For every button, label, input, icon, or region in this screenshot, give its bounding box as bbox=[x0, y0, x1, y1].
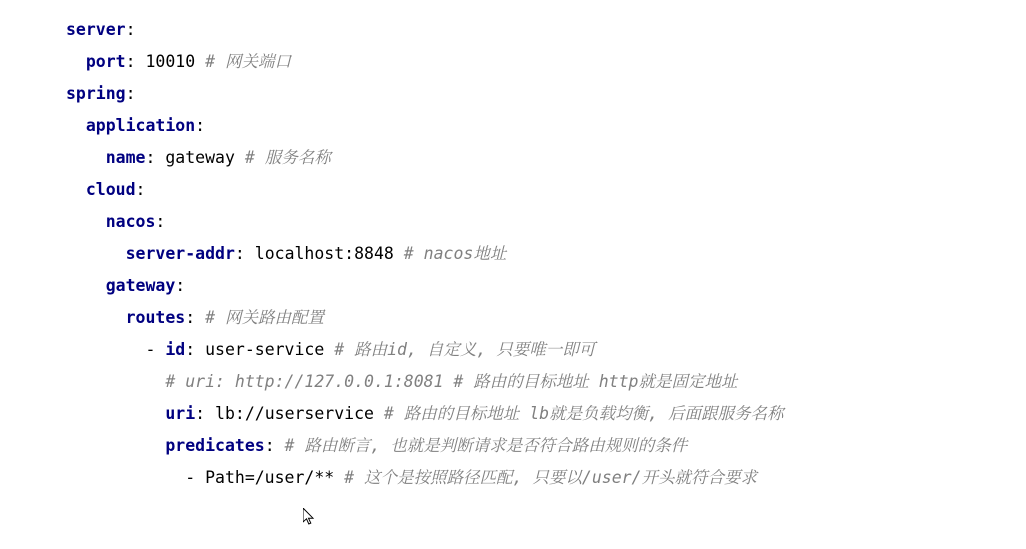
yaml-key: name bbox=[105, 148, 146, 167]
code-line bbox=[0, 462, 1026, 494]
yaml-value: 10010 bbox=[135, 52, 196, 71]
yaml-comment: # 这个是按照路径匹配, 只要以/user/开头就符合要求 bbox=[334, 468, 757, 487]
yaml-comment: # 路由的目标地址 lb就是负载均衡, 后面跟服务名称 bbox=[373, 404, 784, 423]
yaml-value: lb://userservice bbox=[205, 404, 374, 423]
yaml-key: port bbox=[85, 52, 126, 71]
yaml-value: Path=/user/** bbox=[205, 468, 335, 487]
yaml-indent bbox=[66, 436, 165, 455]
yaml-colon: : bbox=[145, 148, 156, 167]
yaml-comment: # 服务名称 bbox=[234, 148, 331, 167]
yaml-key: spring bbox=[66, 84, 126, 103]
code-line bbox=[0, 398, 1026, 430]
yaml-comment: # 路由断言, 也就是判断请求是否符合路由规则的条件 bbox=[274, 436, 688, 455]
yaml-colon: : bbox=[155, 212, 166, 231]
code-line bbox=[0, 14, 1026, 46]
yaml-key: nacos bbox=[105, 212, 156, 231]
yaml-comment: # 路由id, 自定义, 只要唯一即可 bbox=[324, 340, 596, 359]
yaml-value: localhost:8848 bbox=[244, 244, 394, 263]
code-line bbox=[0, 206, 1026, 238]
code-line bbox=[0, 78, 1026, 110]
yaml-code-editor[interactable] bbox=[0, 14, 1026, 549]
yaml-colon: : bbox=[135, 180, 146, 199]
yaml-key: routes bbox=[125, 308, 186, 327]
yaml-key: predicates bbox=[165, 436, 265, 455]
yaml-comment: # 网关路由配置 bbox=[195, 308, 324, 327]
yaml-indent bbox=[66, 180, 86, 199]
yaml-colon: : bbox=[195, 404, 206, 423]
code-line bbox=[0, 302, 1026, 334]
yaml-value: user-service bbox=[195, 340, 325, 359]
yaml-indent bbox=[66, 116, 86, 135]
yaml-indent bbox=[66, 52, 86, 71]
code-line bbox=[0, 270, 1026, 302]
yaml-key: uri bbox=[165, 404, 196, 423]
code-line bbox=[0, 174, 1026, 206]
yaml-list-dash: - bbox=[66, 340, 166, 359]
yaml-colon: : bbox=[185, 308, 196, 327]
yaml-indent bbox=[66, 276, 106, 295]
yaml-colon: : bbox=[175, 276, 186, 295]
yaml-key: server-addr bbox=[125, 244, 235, 263]
yaml-key: id bbox=[165, 340, 186, 359]
yaml-indent bbox=[66, 404, 165, 423]
yaml-key: cloud bbox=[85, 180, 136, 199]
yaml-colon: : bbox=[185, 340, 196, 359]
code-line bbox=[0, 142, 1026, 174]
yaml-indent bbox=[66, 372, 165, 391]
yaml-indent bbox=[66, 244, 126, 263]
yaml-list-dash: - bbox=[66, 468, 206, 487]
yaml-colon: : bbox=[125, 20, 136, 39]
yaml-key: gateway bbox=[105, 276, 176, 295]
yaml-colon: : bbox=[195, 116, 206, 135]
yaml-comment: # 网关端口 bbox=[195, 52, 291, 71]
yaml-comment: # nacos地址 bbox=[393, 244, 507, 263]
yaml-key: server bbox=[66, 20, 126, 39]
yaml-colon: : bbox=[125, 84, 136, 103]
yaml-indent bbox=[66, 308, 126, 327]
yaml-colon: : bbox=[125, 52, 136, 71]
code-line bbox=[0, 238, 1026, 270]
yaml-key: application bbox=[85, 116, 196, 135]
yaml-indent bbox=[66, 148, 106, 167]
yaml-value: gateway bbox=[155, 148, 235, 167]
code-line bbox=[0, 110, 1026, 142]
yaml-comment: # uri: http://127.0.0.1:8081 # 路由的目标地址 http就是固定地址 bbox=[165, 372, 738, 391]
mouse-pointer-icon bbox=[303, 508, 315, 526]
code-line-commented bbox=[0, 366, 1026, 398]
yaml-colon: : bbox=[234, 244, 245, 263]
yaml-indent bbox=[66, 212, 106, 231]
code-line bbox=[0, 46, 1026, 78]
code-line bbox=[0, 430, 1026, 462]
yaml-colon: : bbox=[264, 436, 275, 455]
code-line bbox=[0, 334, 1026, 366]
